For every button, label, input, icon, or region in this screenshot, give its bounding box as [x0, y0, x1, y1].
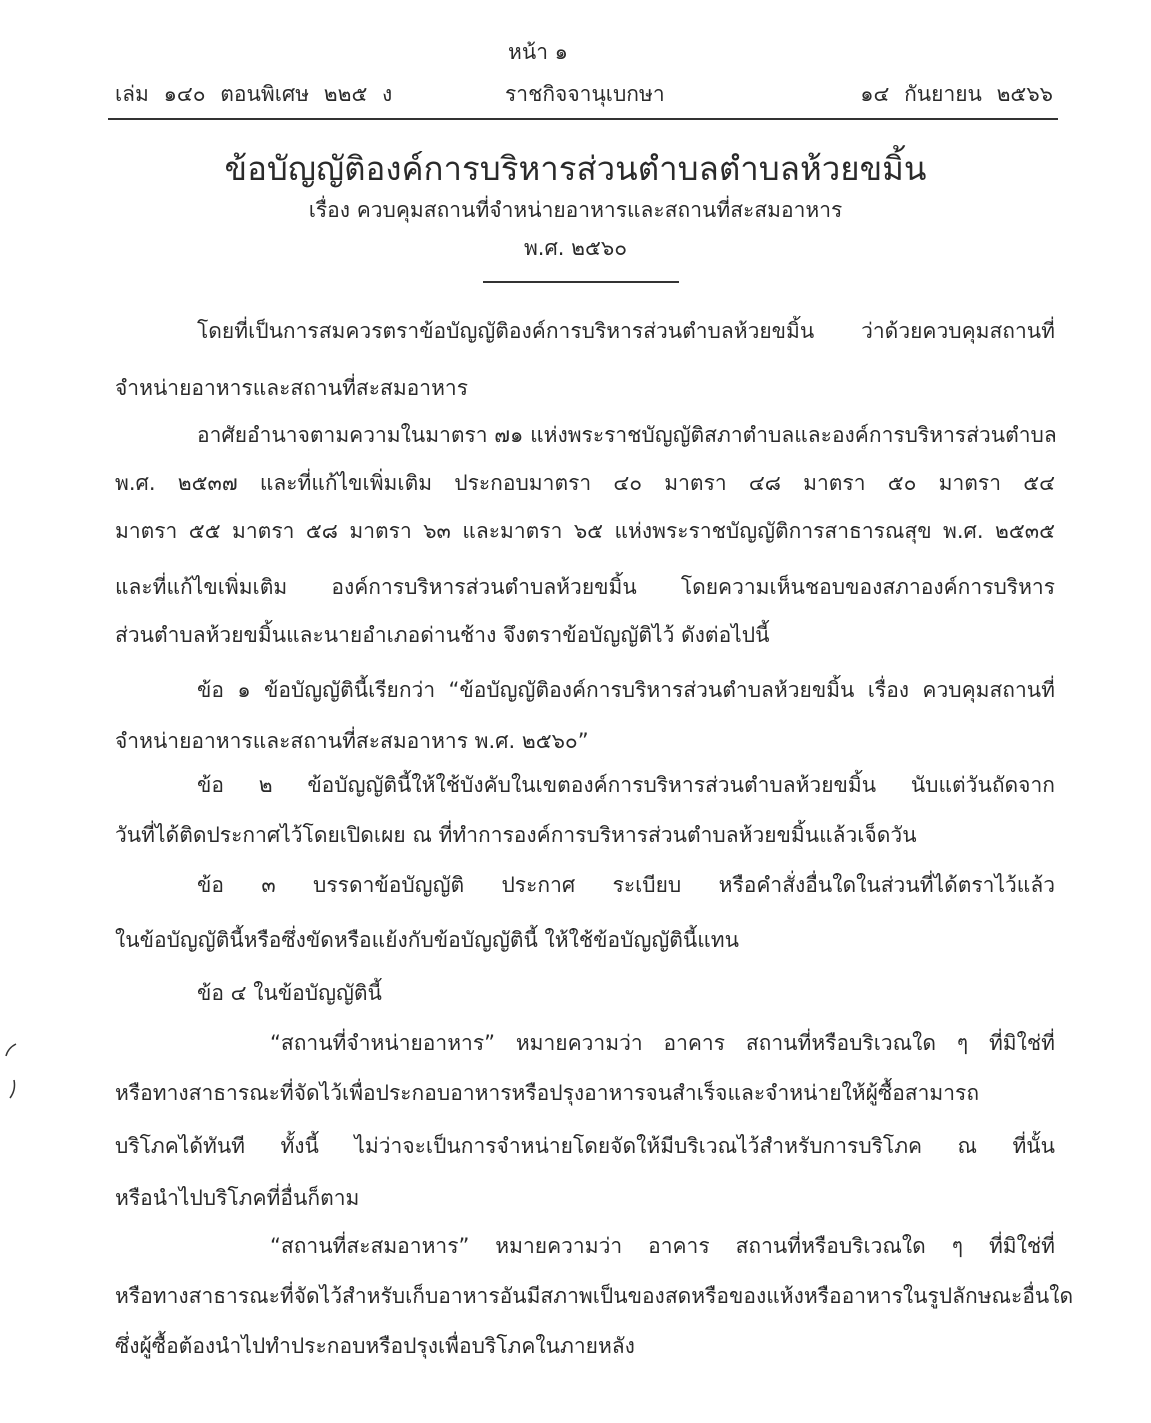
- body-line: “สถานที่จำหน่ายอาหาร” หมายความว่า อาคาร สถานที่หรือบริเวณใด ๆ ที่มิใช่ที่: [270, 1031, 1055, 1055]
- body-line: “สถานที่สะสมอาหาร” หมายความว่า อาคาร สถานที่หรือบริเวณใด ๆ ที่มิใช่ที่: [270, 1234, 1055, 1258]
- document-year: พ.ศ. ๒๕๖๐: [523, 236, 628, 260]
- publication-date: ๑๔ กันยายน ๒๕๖๖: [860, 82, 1053, 106]
- body-line: และที่แก้ไขเพิ่มเติม องค์การบริหารส่วนตำบลห้วยขมิ้น โดยความเห็นชอบของสภาองค์การบริหาร: [115, 575, 1055, 599]
- body-line: ซึ่งผู้ซื้อต้องนำไปทำประกอบหรือปรุงเพื่อบริโภคในภายหลัง: [115, 1334, 635, 1358]
- handwritten-mark-icon: [2, 1040, 26, 1110]
- body-line: ข้อ ๒ ข้อบัญญัตินี้ให้ใช้บังคับในเขตองค์การบริหารส่วนตำบลห้วยขมิ้น นับแต่วันถัดจาก: [197, 773, 1055, 797]
- volume-issue: เล่ม ๑๔๐ ตอนพิเศษ ๒๒๕ ง: [115, 82, 393, 106]
- gazette-name: ราชกิจจานุเบกษา: [505, 82, 665, 106]
- body-line: จำหน่ายอาหารและสถานที่สะสมอาหาร: [115, 376, 468, 400]
- body-line: วันที่ได้ติดประกาศไว้โดยเปิดเผย ณ ที่ทำการองค์การบริหารส่วนตำบลห้วยขมิ้นแล้วเจ็ดวัน: [115, 823, 917, 847]
- page-number: หน้า ๑: [508, 40, 568, 64]
- body-line: หรือนำไปบริโภคที่อื่นก็ตาม: [115, 1186, 360, 1210]
- document-subject: เรื่อง ควบคุมสถานที่จำหน่ายอาหารและสถานที่สะสมอาหาร: [308, 198, 843, 222]
- title-rule: [483, 281, 679, 283]
- body-line: ส่วนตำบลห้วยขมิ้นและนายอำเภอด่านช้าง จึงตราข้อบัญญัติไว้ ดังต่อไปนี้: [115, 623, 770, 647]
- body-line: ข้อ ๑ ข้อบัญญัตินี้เรียกว่า “ข้อบัญญัติองค์การบริหารส่วนตำบลห้วยขมิ้น เรื่อง ควบคุมสถานที่: [197, 678, 1055, 702]
- body-line: จำหน่ายอาหารและสถานที่สะสมอาหาร พ.ศ. ๒๕๖๐”: [115, 729, 589, 753]
- body-line: บริโภคได้ทันที ทั้งนี้ ไม่ว่าจะเป็นการจำหน่ายโดยจัดให้มีบริเวณไว้สำหรับการบริโภค ณ ที่นั้น: [115, 1134, 1055, 1158]
- body-line: มาตรา ๕๕ มาตรา ๕๘ มาตรา ๖๓ และมาตรา ๖๕ แห่งพระราชบัญญัติการสาธารณสุข พ.ศ. ๒๕๓๕: [115, 519, 1055, 543]
- body-line: หรือทางสาธารณะที่จัดไว้สำหรับเก็บอาหารอันมีสภาพเป็นของสดหรือของแห้งหรืออาหารในรูปลักษณะอื่นใด: [115, 1284, 1074, 1308]
- body-line: พ.ศ. ๒๕๓๗ และที่แก้ไขเพิ่มเติม ประกอบมาตรา ๔๐ มาตรา ๔๘ มาตรา ๕๐ มาตรา ๕๔: [115, 471, 1055, 495]
- body-line: ข้อ ๓ บรรดาข้อบัญญัติ ประกาศ ระเบียบ หรือคำสั่งอื่นใดในส่วนที่ได้ตราไว้แล้ว: [197, 873, 1055, 897]
- header-rule: [108, 118, 1058, 120]
- body-line: ในข้อบัญญัตินี้หรือซึ่งขัดหรือแย้งกับข้อบัญญัตินี้ ให้ใช้ข้อบัญญัตินี้แทน: [115, 928, 739, 952]
- body-line: โดยที่เป็นการสมควรตราข้อบัญญัติองค์การบริหารส่วนตำบลห้วยขมิ้น ว่าด้วยควบคุมสถานที่: [197, 319, 1055, 343]
- document-title: ข้อบัญญัติองค์การบริหารส่วนตำบลตำบลห้วยขมิ้น: [224, 149, 927, 188]
- body-line: ข้อ ๔ ในข้อบัญญัตินี้: [197, 981, 382, 1005]
- body-line: หรือทางสาธารณะที่จัดไว้เพื่อประกอบอาหารหรือปรุงอาหารจนสำเร็จและจำหน่ายให้ผู้ซื้อสามารถ: [115, 1081, 980, 1105]
- body-line: อาศัยอำนาจตามความในมาตรา ๗๑ แห่งพระราชบัญญัติสภาตำบลและองค์การบริหารส่วนตำบล: [197, 423, 1057, 447]
